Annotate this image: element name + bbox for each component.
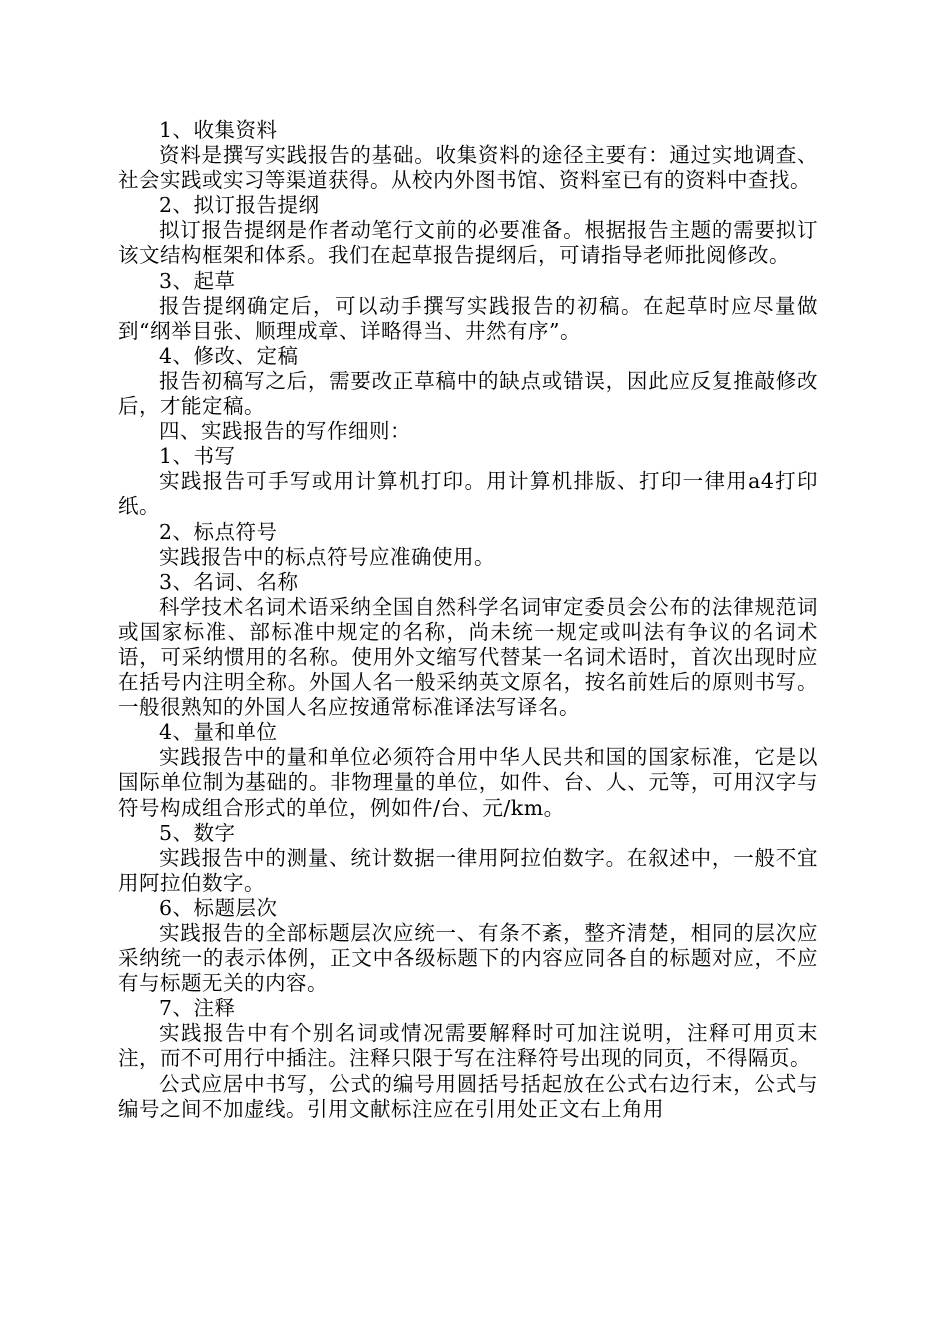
heading-terms-names: 3、名词、名称 (159, 569, 299, 594)
document-page (118, 118, 818, 1122)
heading-drafting: 3、起草 (159, 268, 236, 293)
heading-title-levels: 6、标题层次 (159, 895, 278, 920)
paragraph-notes: 实践报告中有个别名词或情况需要解释时可加注说明，注释可用页末注，而不可用行中插注。注释只限于写在注释符号出现的同页，不得隔页。 (118, 1021, 818, 1071)
paragraph-title-levels: 实践报告的全部标题层次应统一、有条不紊，整齐清楚，相同的层次应采纳统一的表示体例，正文中各级标题下的内容应同各自的标题对应，不应有与标题无关的内容。 (118, 921, 818, 996)
paragraph-numbers: 实践报告中的测量、统计数据一律用阿拉伯数字。在叙述中，一般不宜用阿拉伯数字。 (118, 845, 818, 895)
paragraph-drafting: 报告提纲确定后，可以动手撰写实践报告的初稿。在起草时应尽量做到“纲举目张、顺理成章、详略得当、井然有序”。 (118, 293, 818, 343)
paragraph-writing: 实践报告可手写或用计算机打印。用计算机排版、打印一律用a4打印纸。 (118, 469, 818, 519)
paragraph-formulas-citations: 公式应居中书写，公式的编号用圆括号括起放在公式右边行末，公式与编号之间不加虚线。引用文献标注应在引用处正文右上角用 (118, 1071, 818, 1121)
paragraph-quantities-units: 实践报告中的量和单位必须符合用中华人民共和国的国家标准，它是以国际单位制为基础的。非物理量的单位，如件、台、人、元等，可用汉字与符号构成组合形式的单位，例如件/台、元/km。 (118, 745, 818, 820)
section-heading-writing-rules: 四、实践报告的写作细则： (159, 419, 411, 444)
heading-draft-outline: 2、拟订报告提纲 (159, 193, 320, 218)
heading-revise-finalize: 4、修改、定稿 (159, 343, 299, 368)
paragraph-revise-finalize: 报告初稿写之后，需要改正草稿中的缺点或错误，因此应反复推敲修改后，才能定稿。 (118, 368, 818, 419)
heading-punctuation: 2、标点符号 (159, 519, 278, 544)
heading-notes: 7、注释 (159, 996, 236, 1021)
paragraph-collect-materials: 资料是撰写实践报告的基础。收集资料的途径主要有：通过实地调查、社会实践或实习等渠道获得。从校内外图书馆、资料室已有的资料中查找。 (118, 143, 818, 193)
paragraph-draft-outline: 拟订报告提纲是作者动笔行文前的必要准备。根据报告主题的需要拟订该文结构框架和体系。我们在起草报告提纲后，可请指导老师批阅修改。 (118, 218, 818, 268)
heading-writing: 1、书写 (159, 444, 236, 469)
heading-numbers: 5、数字 (159, 820, 236, 845)
paragraph-terms-names: 科学技术名词术语采纳全国自然科学名词审定委员会公布的法律规范词或国家标准、部标准中规定的名称，尚未统一规定或叫法有争议的名词术语，可采纳惯用的名称。使用外文缩写代替某一名词术语时，首次出现时应在括号内注明全称。外国人名一般采纳英文原名，按名前姓后的原则书写。一般很熟知的外国人名应按通常标准译法写译名。 (118, 594, 818, 720)
heading-quantities-units: 4、量和单位 (159, 720, 278, 745)
heading-collect-materials: 1、收集资料 (159, 118, 278, 142)
paragraph-punctuation: 实践报告中的标点符号应准确使用。 (159, 544, 495, 569)
